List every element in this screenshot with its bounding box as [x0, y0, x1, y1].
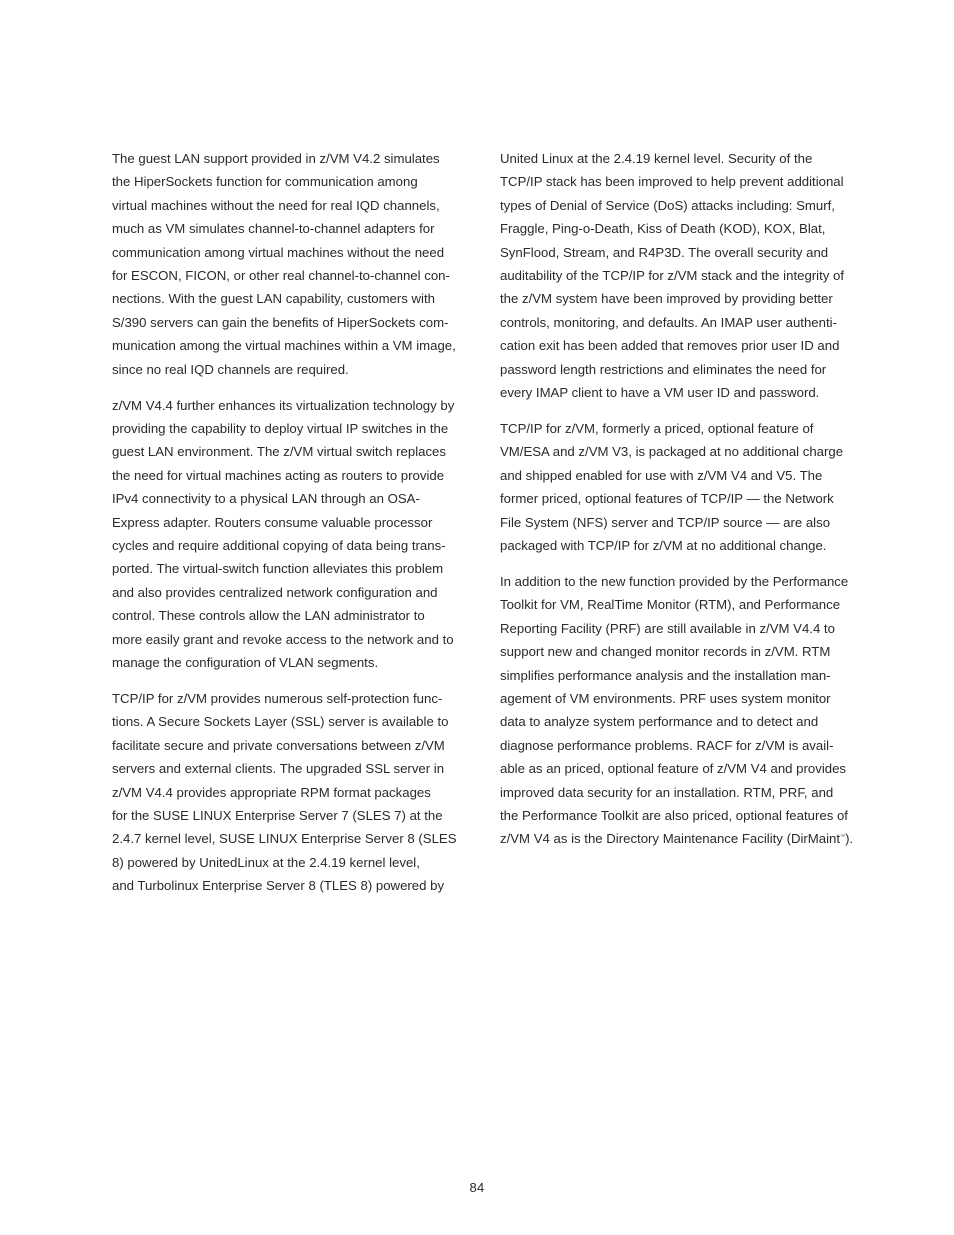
text-line: password length restrictions and eliminates the need for [500, 361, 827, 377]
text-line: Reporting Facility (PRF) are still available in z/VM V4.4 to [500, 620, 835, 636]
text-line: Toolkit for VM, RealTime Monitor (RTM), and Performance [500, 597, 841, 613]
text-line: the z/VM system have been improved by providing better [500, 291, 833, 307]
text-line: TCP/IP for z/VM provides numerous self-protection func- [112, 690, 443, 706]
text-line: TCP/IP stack has been improved to help prevent additional [500, 174, 844, 190]
text-line: SynFlood, Stream, and R4P3D. The overall security and [500, 244, 829, 260]
text-line: z/VM V4.4 further enhances its virtualization technology by [112, 397, 455, 413]
page-number: 84 [469, 1180, 485, 1195]
text-line: the Performance Toolkit are also priced, optional features of [500, 807, 848, 823]
text-line: and Turbolinux Enterprise Server 8 (TLES 8) powered by [112, 878, 445, 894]
text-line: packaged with TCP/IP for z/VM at no additional change. [500, 538, 827, 553]
text-line: munication among the virtual machines within a VM image, [112, 338, 456, 354]
text-line: VM/ESA and z/VM V3, is packaged at no additional charge [500, 444, 844, 460]
text-line: nections. With the guest LAN capability, customers with [112, 291, 435, 307]
text-line: File System (NFS) server and TCP/IP source — are also [500, 514, 831, 530]
text-line: facilitate secure and private conversations between z/VM [112, 737, 445, 753]
text-line: able as an priced, optional feature of z/VM V4 and provides [500, 761, 847, 777]
right-column [500, 147, 872, 863]
text-line: The guest LAN support provided in z/VM V4.2 simulates [112, 151, 440, 166]
text-line-suffix: ). [845, 831, 854, 847]
text-line: manage the configuration of VLAN segments. [112, 655, 379, 671]
text-line: TCP/IP for z/VM, formerly a priced, optional feature of [500, 420, 814, 436]
trademark-symbol: ™ [840, 834, 846, 841]
text-line: the need for virtual machines acting as routers to provide [112, 467, 445, 483]
text-line: agement of VM environments. PRF uses system monitor [500, 690, 831, 706]
text-line: tions. A Secure Sockets Layer (SSL) server is available to [112, 714, 449, 730]
text-line: In addition to the new function provided by the Performance [500, 573, 849, 589]
text-line-body: z/VM V4 as is the Directory Maintenance Facility (DirMaint [500, 831, 841, 847]
paragraph-performance-toolkit [500, 570, 872, 851]
paragraph-security-continued [500, 147, 872, 404]
text-line: support new and changed monitor records in z/VM. RTM [500, 644, 831, 660]
text-line: diagnose performance problems. RACF for z/VM is avail- [500, 737, 834, 753]
text-line: z/VM V4.4 provides appropriate RPM format packages [112, 784, 431, 800]
text-line: Fraggle, Ping-o-Death, Kiss of Death (KOD), KOX, Blat, [500, 221, 826, 237]
text-line: ported. The virtual-switch function alleviates this problem [112, 561, 444, 577]
text-line-last [500, 827, 872, 850]
text-line: and shipped enabled for use with z/VM V4 and V5. The [500, 467, 823, 483]
text-line: for ESCON, FICON, or other real channel-to-channel con- [112, 268, 450, 284]
text-line: more easily grant and revoke access to the network and to [112, 631, 454, 647]
text-line: Express adapter. Routers consume valuable processor [112, 514, 433, 530]
text-line: cycles and require additional copying of data being trans- [112, 538, 446, 553]
paragraph-tcpip-packaging [500, 417, 872, 557]
paragraph-tcpip-self-protection [112, 687, 484, 898]
text-line: every IMAP client to have a VM user ID and password. [500, 385, 820, 401]
text-line: types of Denial of Service (DoS) attacks including: Smurf, [500, 197, 835, 213]
text-line: much as VM simulates channel-to-channel adapters for [112, 221, 435, 237]
text-line: IPv4 connectivity to a physical LAN through an OSA- [112, 491, 420, 507]
text-line: data to analyze system performance and to detect and [500, 714, 819, 730]
text-line: providing the capability to deploy virtual IP switches in the [112, 420, 449, 436]
text-line: and also provides centralized network configuration and [112, 584, 438, 600]
text-line: the HiperSockets function for communication among [112, 174, 418, 190]
text-line: controls, monitoring, and defaults. An IMAP user authenti- [500, 314, 837, 330]
text-line: cation exit has been added that removes prior user ID and [500, 338, 840, 354]
text-line: 2.4.7 kernel level, SUSE LINUX Enterprise Server 8 (SLES [112, 831, 457, 847]
text-line: virtual machines without the need for real IQD channels, [112, 197, 440, 213]
text-line: for the SUSE LINUX Enterprise Server 7 (SLES 7) at the [112, 807, 443, 823]
paragraph-guest-lan [112, 147, 484, 381]
text-line: S/390 servers can gain the benefits of HiperSockets com- [112, 314, 449, 330]
text-line: former priced, optional features of TCP/IP — the Network [500, 491, 834, 507]
text-line: control. These controls allow the LAN administrator to [112, 608, 425, 624]
paragraph-virtual-switch [112, 394, 484, 675]
text-line: guest LAN environment. The z/VM virtual switch replaces [112, 444, 446, 460]
left-column [112, 147, 484, 910]
text-line: 8) powered by UnitedLinux at the 2.4.19 kernel level, [112, 854, 420, 870]
text-line: improved data security for an installation. RTM, PRF, and [500, 784, 834, 800]
text-line: since no real IQD channels are required. [112, 361, 349, 377]
text-line: servers and external clients. The upgraded SSL server in [112, 761, 445, 777]
text-line: simplifies performance analysis and the installation man- [500, 667, 831, 683]
text-line: auditability of the TCP/IP for z/VM stack and the integrity of [500, 268, 845, 284]
text-line: communication among virtual machines without the need [112, 244, 445, 260]
text-line: United Linux at the 2.4.19 kernel level. Security of the [500, 151, 813, 166]
